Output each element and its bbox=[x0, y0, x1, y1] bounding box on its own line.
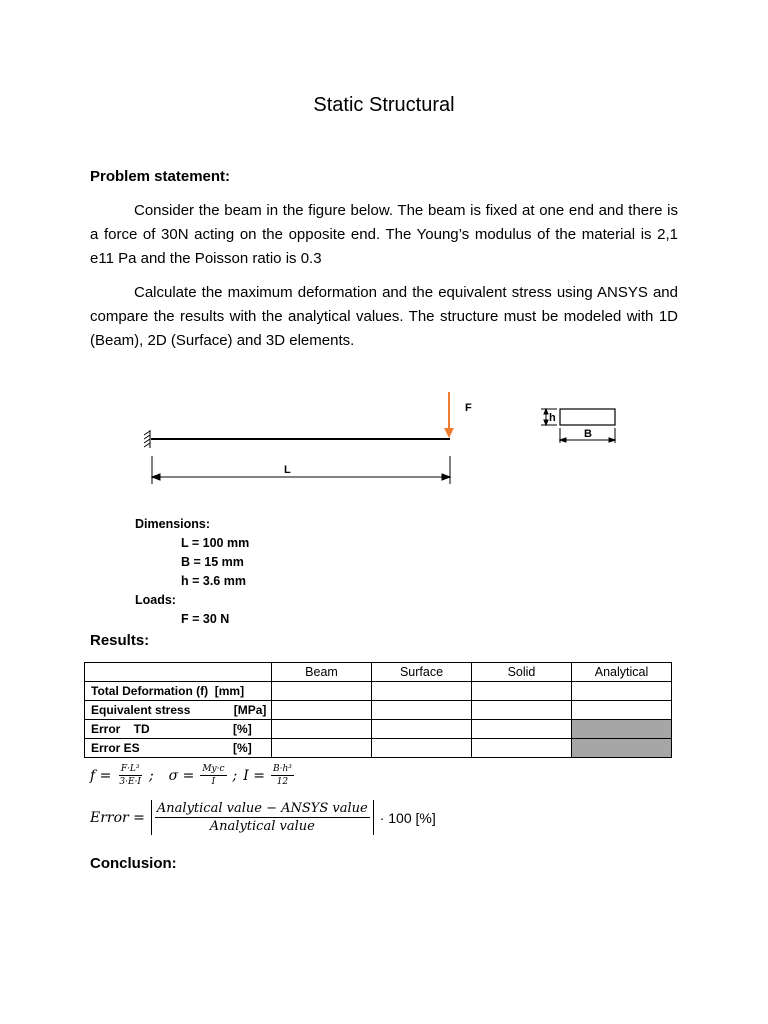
column-solid: Solid bbox=[472, 663, 572, 682]
table-row bbox=[85, 720, 672, 739]
error-fraction bbox=[155, 800, 370, 835]
table-cell bbox=[572, 682, 672, 701]
height-label: h bbox=[549, 412, 556, 424]
loads-heading: Loads: bbox=[135, 593, 176, 607]
stress-numerator: My·c bbox=[202, 764, 225, 774]
table-cell bbox=[472, 701, 572, 720]
table-row bbox=[85, 739, 672, 758]
table-header-row bbox=[85, 663, 672, 682]
problem-heading: Problem statement: bbox=[90, 168, 231, 185]
deflection-fraction bbox=[117, 763, 143, 788]
table-cell bbox=[272, 720, 372, 739]
fixed-support-icon bbox=[144, 430, 150, 448]
error-formula bbox=[90, 800, 436, 835]
table-row bbox=[85, 682, 672, 701]
load-force: F = 30 N bbox=[181, 612, 230, 626]
formula-line bbox=[90, 763, 294, 788]
separator: ; bbox=[232, 767, 238, 784]
greyed-cell bbox=[572, 720, 672, 739]
row-label: Error TD [%] bbox=[85, 720, 272, 739]
force-arrow-icon bbox=[444, 392, 454, 438]
stress-fraction bbox=[200, 763, 226, 788]
length-dimension bbox=[152, 456, 450, 484]
problem-paragraph-1-text: Consider the beam in the figure below. The beam is fixed at one end and there is a force of 30N acting on the opposite end. The Young’s modulus of the material is 2,1 e11 Pa and the Poisson ratio is 0.3 bbox=[90, 202, 678, 267]
error-rhs: · 100 [%] bbox=[379, 809, 436, 826]
dimension-width: B = 15 mm bbox=[181, 555, 244, 569]
column-surface: Surface bbox=[372, 663, 472, 682]
table-cell bbox=[372, 720, 472, 739]
deflection-numerator: F·L³ bbox=[120, 764, 140, 774]
dimensions-heading: Dimensions: bbox=[135, 517, 211, 531]
page-title: Static Structural bbox=[313, 94, 455, 116]
table-cell bbox=[272, 701, 372, 720]
table-cell bbox=[472, 720, 572, 739]
conclusion-heading: Conclusion: bbox=[90, 855, 177, 872]
force-label: F bbox=[465, 402, 472, 414]
length-label: L bbox=[284, 464, 291, 476]
dimension-height: h = 3.6 mm bbox=[181, 574, 246, 588]
column-analytical: Analytical bbox=[572, 663, 672, 682]
table-cell bbox=[472, 682, 572, 701]
error-denominator: Analytical value bbox=[209, 819, 315, 834]
deflection-denominator: 3·E·I bbox=[119, 777, 141, 787]
inertia-denominator: 12 bbox=[276, 777, 289, 787]
table-cell bbox=[372, 701, 472, 720]
error-lhs: Error = bbox=[90, 809, 145, 826]
stress-denominator: I bbox=[211, 777, 216, 787]
row-label: Total Deformation (f) [mm] bbox=[85, 682, 272, 701]
table-cell bbox=[372, 682, 472, 701]
inertia-lhs: I = bbox=[243, 767, 265, 784]
table-cell bbox=[272, 682, 372, 701]
table-header-cell bbox=[85, 663, 272, 682]
beam-figure bbox=[0, 380, 768, 490]
table-cell bbox=[472, 739, 572, 758]
table-cell bbox=[272, 739, 372, 758]
results-heading: Results: bbox=[90, 632, 150, 649]
deflection-lhs: f = bbox=[90, 767, 112, 784]
absolute-value-bars bbox=[151, 800, 374, 835]
dimension-length: L = 100 mm bbox=[181, 536, 250, 550]
width-label: B bbox=[584, 428, 592, 440]
row-label: Error ES [%] bbox=[85, 739, 272, 758]
cross-section bbox=[560, 409, 615, 425]
results-table bbox=[84, 662, 672, 758]
stress-lhs: σ = bbox=[168, 767, 195, 784]
problem-paragraph-1 bbox=[90, 199, 678, 271]
table-cell bbox=[572, 701, 672, 720]
inertia-fraction bbox=[271, 763, 294, 788]
error-numerator: Analytical value − ANSYS value bbox=[156, 801, 368, 816]
separator: ; bbox=[148, 767, 163, 784]
table-cell bbox=[372, 739, 472, 758]
row-label: Equivalent stress [MPa] bbox=[85, 701, 272, 720]
column-beam: Beam bbox=[272, 663, 372, 682]
problem-paragraph-2-text: Calculate the maximum deformation and the equivalent stress using ANSYS and compare the results with the analytical values. The structure must be modeled with 1D (Beam), 2D (Surface) and 3D elements. bbox=[90, 284, 678, 349]
greyed-cell bbox=[572, 739, 672, 758]
inertia-numerator: B·h³ bbox=[272, 764, 292, 774]
table-row bbox=[85, 701, 672, 720]
problem-paragraph-2 bbox=[90, 281, 678, 353]
